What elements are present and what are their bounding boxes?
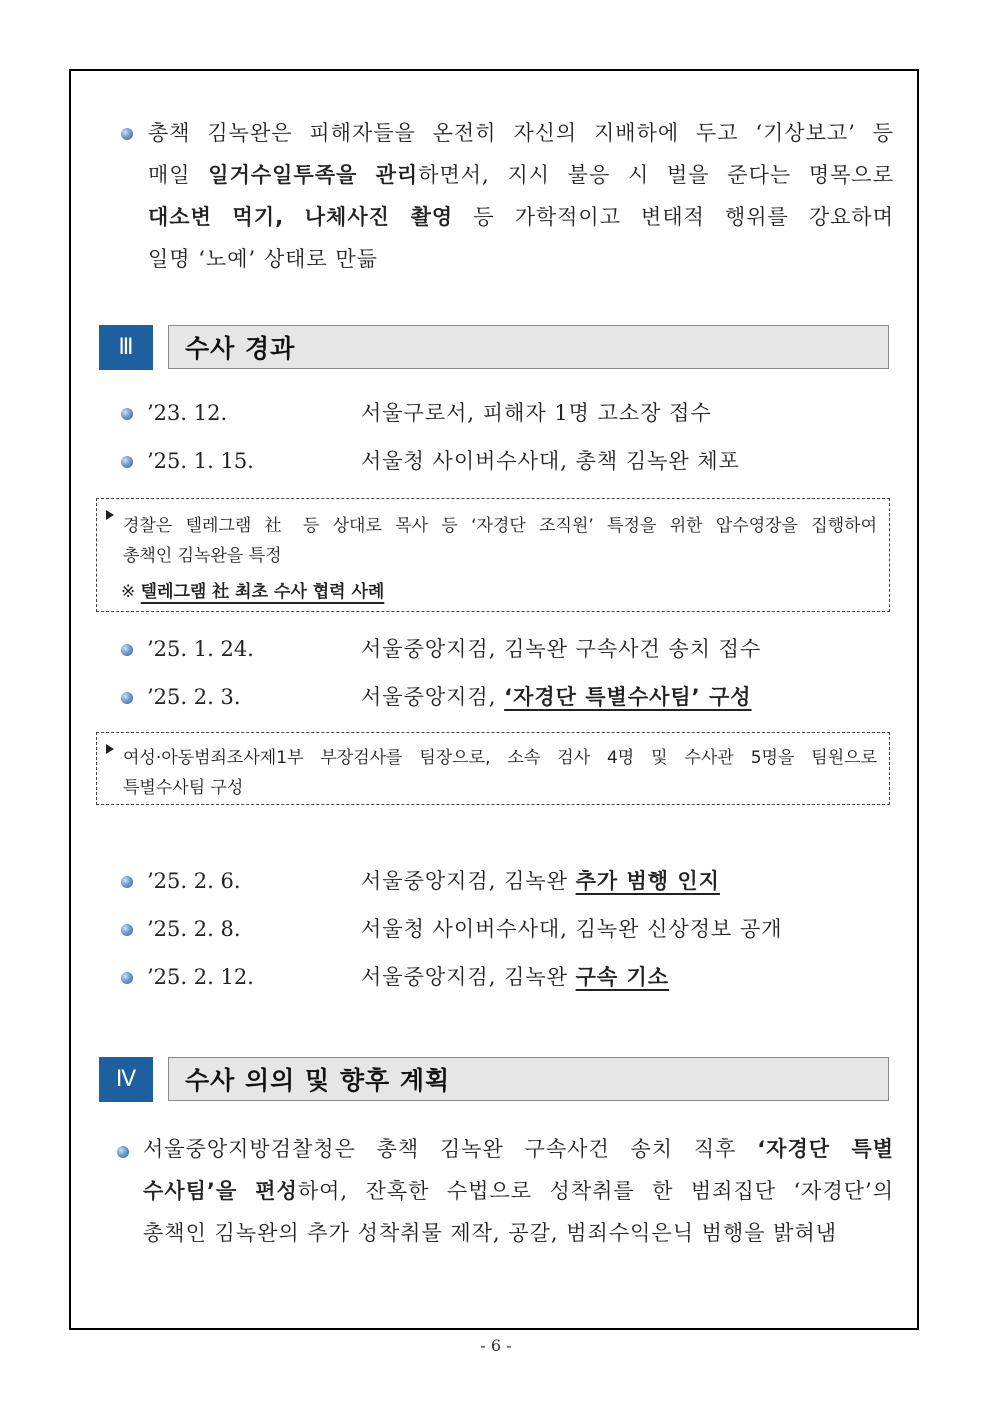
timeline-date: ’25. 2. 12. (147, 965, 254, 989)
timeline-date: ’25. 2. 3. (147, 685, 241, 709)
timeline-date: ’25. 2. 6. (147, 869, 241, 893)
note-line: 경찰은 텔레그램 社 등 상대로 목사 등 ‘자경단 조직원’ 특정을 위한 압수영장을 집행하여 (123, 516, 877, 536)
reference-mark-icon: ※ (121, 582, 136, 602)
remark-text: 텔레그램 社 최초 수사 협력 사례 (140, 582, 385, 602)
bullet-icon (121, 876, 133, 888)
paragraph-line: 총책 김녹완은 피해자들을 온전히 자신의 지배하에 두고 ‘기상보고’ 등 (148, 121, 894, 145)
timeline-item (121, 446, 881, 476)
timeline-date: ’25. 2. 8. (147, 917, 241, 941)
bullet-icon (121, 924, 133, 936)
timeline-item (121, 962, 881, 992)
bullet-icon (121, 128, 133, 140)
timeline-date: ’25. 1. 15. (147, 449, 254, 473)
section-number-badge: Ⅳ (99, 1057, 153, 1102)
triangle-bullet-icon (106, 510, 114, 520)
timeline-item (121, 866, 881, 896)
paragraph-line: 서울중앙지방검찰청은 총책 김녹완 구속사건 송치 직후 ‘자경단 특별 (143, 1137, 894, 1161)
timeline-item (121, 914, 881, 944)
triangle-bullet-icon (106, 744, 114, 754)
paragraph-line: 대소변 먹기, 나체사진 촬영 등 가학적이고 변태적 행위를 강요하며 (148, 205, 895, 229)
note-line: 총책인 김녹완을 특정 (123, 546, 282, 566)
note-box (96, 732, 890, 805)
note-line: 여성·아동범죄조사제1부 부장검사를 팀장으로, 소속 검사 4명 및 수사관 5명을 팀원으로 (123, 748, 877, 768)
timeline-item (121, 398, 881, 428)
timeline-desc: 서울중앙지검, ‘자경단 특별수사팀’ 구성 (361, 685, 752, 709)
paragraph-line: 총책인 김녹완의 추가 성착취물 제작, 공갈, 범죄수익은닉 범행을 밝혀냄 (143, 1221, 838, 1245)
bullet-icon (121, 972, 133, 984)
page-number: - 6 - (480, 1336, 512, 1355)
section-number-badge: Ⅲ (99, 325, 153, 370)
section-title: 수사 의의 및 향후 계획 (168, 1057, 889, 1101)
timeline-desc: 서울청 사이버수사대, 총책 김녹완 체포 (361, 449, 740, 473)
bullet-icon (121, 644, 133, 656)
timeline-desc: 서울구로서, 피해자 1명 고소장 접수 (361, 401, 712, 425)
timeline-desc: 서울중앙지검, 김녹완 구속 기소 (361, 965, 670, 989)
timeline-desc: 서울청 사이버수사대, 김녹완 신상정보 공개 (361, 917, 783, 941)
bullet-icon (121, 692, 133, 704)
note-line: 특별수사팀 구성 (123, 778, 244, 798)
section-title: 수사 경과 (168, 325, 889, 369)
paragraph-line: 일명 ‘노예’ 상태로 만듦 (148, 247, 378, 271)
paragraph-line: 수사팀’을 편성하여, 잔혹한 수법으로 성착취를 한 범죄집단 ‘자경단’의 (143, 1179, 894, 1203)
timeline-item (121, 682, 881, 712)
timeline-date: ’25. 1. 24. (147, 637, 254, 661)
paragraph-leader-control (148, 112, 894, 280)
paragraph-significance (143, 1128, 894, 1254)
timeline-desc: 서울중앙지검, 김녹완 구속사건 송치 접수 (361, 637, 762, 661)
timeline-item (121, 634, 881, 664)
note-remark (121, 577, 877, 602)
note-box (96, 498, 890, 612)
paragraph-line: 매일 일거수일투족을 관리하면서, 지시 불응 시 벌을 준다는 명목으로 (148, 163, 894, 187)
bullet-icon (121, 456, 133, 468)
bullet-icon (121, 408, 133, 420)
bullet-icon (117, 1146, 129, 1158)
timeline-desc: 서울중앙지검, 김녹완 추가 범행 인지 (361, 869, 720, 893)
timeline-date: ’23. 12. (147, 401, 228, 425)
